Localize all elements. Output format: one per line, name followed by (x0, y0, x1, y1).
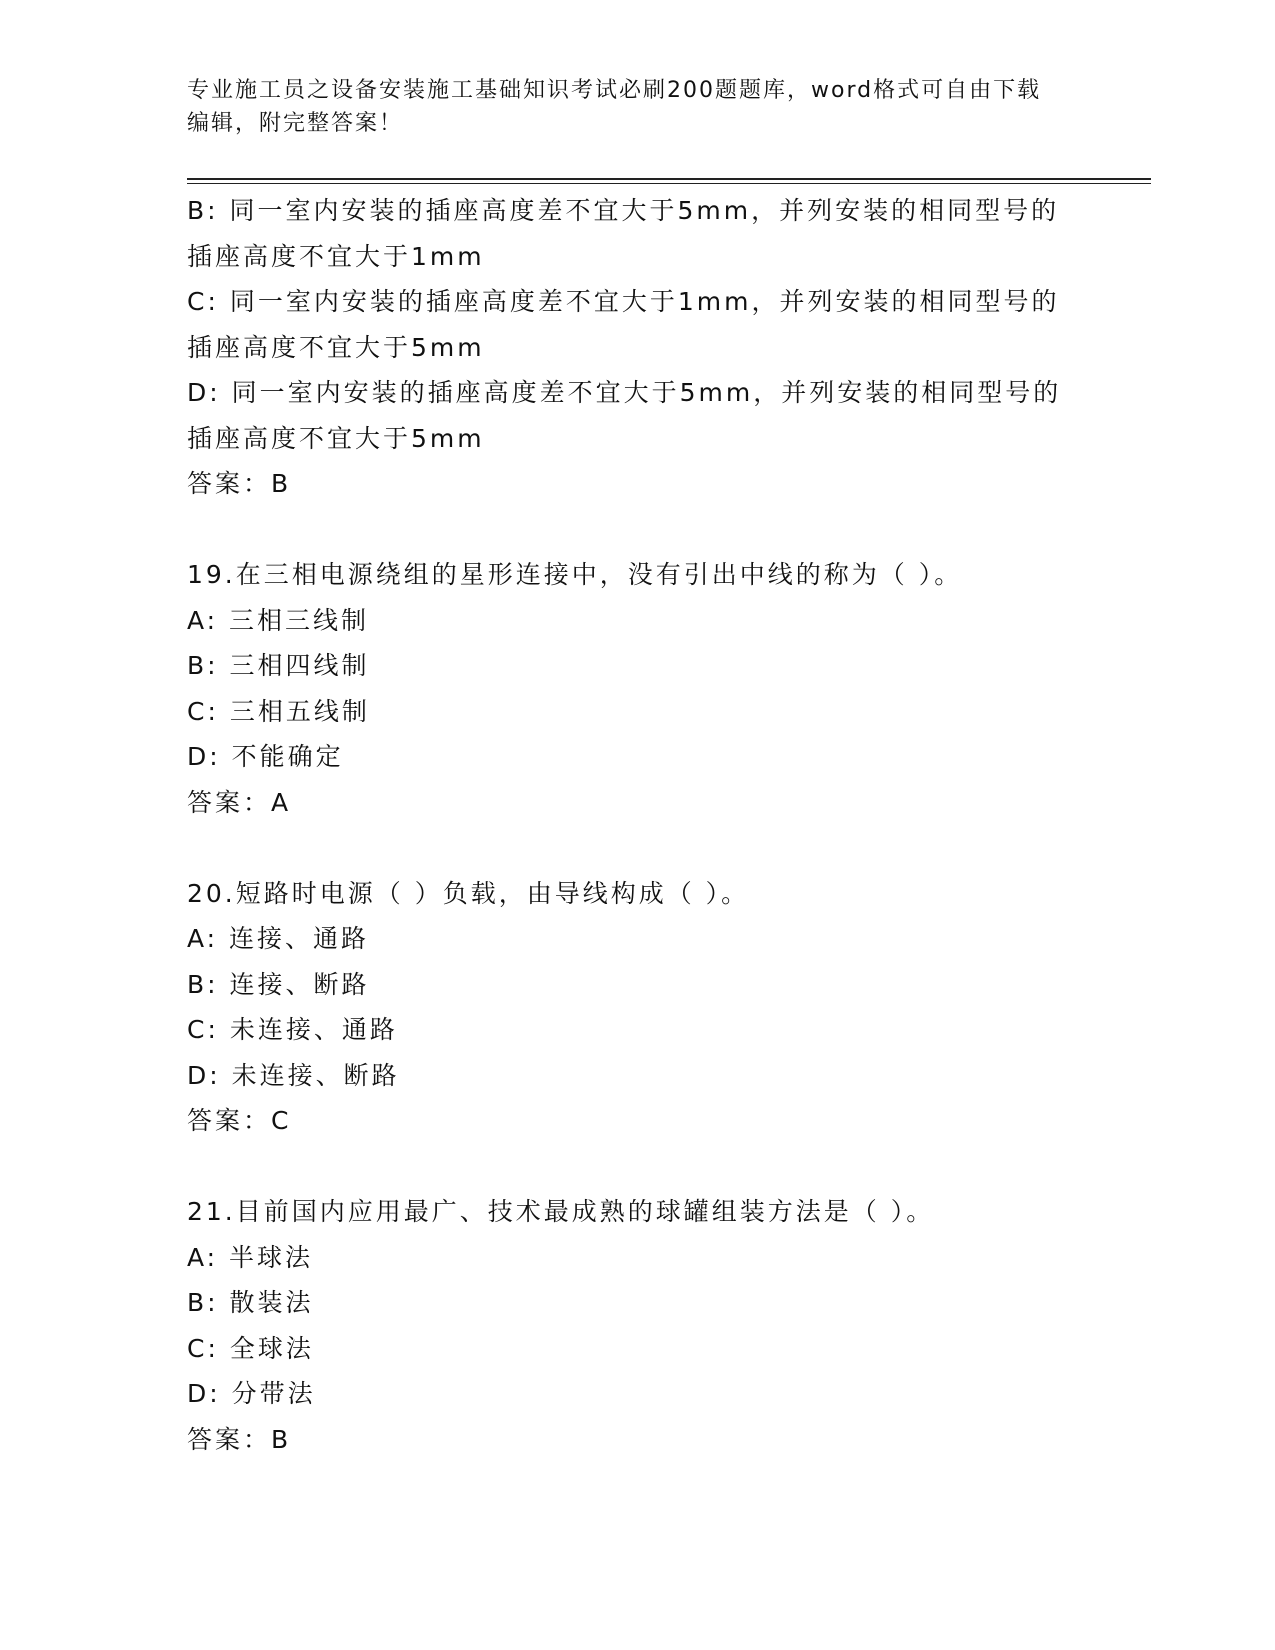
q18-answer: 答案：B (187, 469, 292, 498)
q21-option-b: B: 散装法 (187, 1288, 314, 1317)
spacer (187, 825, 1087, 871)
q20-answer: 答案：C (187, 1106, 292, 1135)
q19-answer: 答案：A (187, 787, 292, 817)
q21-option-c: C: 全球法 (187, 1333, 314, 1363)
header-title-line-1: 专业施工员之设备安装施工基础知识考试必刷200题题库，word格式可自由下载 (187, 78, 1042, 103)
q19-option-a: A: 三相三线制 (187, 605, 370, 635)
q18-option-b-line-1: B: 同一室内安装的插座高度差不宜大于5mm，并列安装的相同型号的 (187, 196, 1060, 225)
q20-question-text: 20.短路时电源（ ）负载，由导线构成（ ）。 (187, 878, 750, 908)
q20-option-c: C: 未连接、通路 (187, 1015, 398, 1044)
q21-answer: 答案：B (187, 1424, 292, 1454)
q18-option-c-line-2: 插座高度不宜大于5mm (187, 332, 485, 362)
q20-option-b: B: 连接、断路 (187, 969, 370, 999)
q20-option-d: D: 未连接、断路 (187, 1060, 400, 1090)
q20-option-a: A: 连接、通路 (187, 924, 370, 953)
q19-option-c: C: 三相五线制 (187, 696, 370, 726)
q18-option-b-line-2: 插座高度不宜大于1mm (187, 241, 485, 271)
question-21 (187, 1189, 1087, 1462)
q18-option-d-line-1: D: 同一室内安装的插座高度差不宜大于5mm，并列安装的相同型号的 (187, 378, 1062, 407)
header-title-line-2: 编辑，附完整答案！ (187, 111, 404, 136)
q21-question-text: 21.目前国内应用最广、技术最成熟的球罐组装方法是（ ）。 (187, 1197, 935, 1226)
q19-option-d: D: 不能确定 (187, 742, 344, 771)
question-20 (187, 871, 1087, 1144)
q21-option-a: A: 半球法 (187, 1242, 314, 1272)
q18-option-d-line-2: 插座高度不宜大于5mm (187, 423, 485, 453)
question-list (187, 188, 1087, 1462)
q21-option-d: D: 分带法 (187, 1379, 316, 1408)
spacer (187, 1144, 1087, 1190)
page-header (187, 74, 1067, 140)
question-18 (187, 188, 1087, 507)
q19-question-text: 19.在三相电源绕组的星形连接中，没有引出中线的称为（ ）。 (187, 560, 963, 589)
header-divider-thin (187, 183, 1151, 184)
question-19 (187, 552, 1087, 825)
spacer (187, 507, 1087, 553)
header-divider-thick (187, 178, 1151, 180)
q19-option-b: B: 三相四线制 (187, 651, 370, 680)
q18-option-c-line-1: C: 同一室内安装的插座高度差不宜大于1mm，并列安装的相同型号的 (187, 287, 1060, 316)
